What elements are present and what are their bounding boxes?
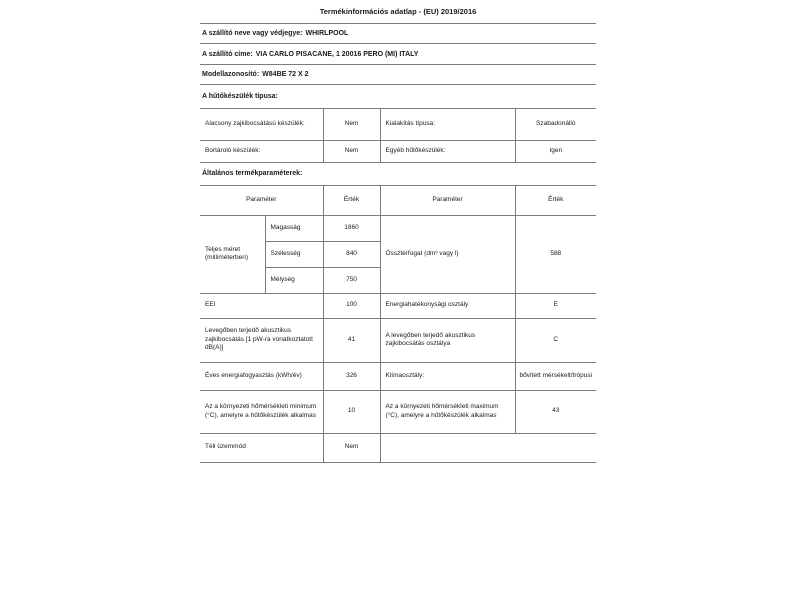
width-label: Szélesség [265,241,323,267]
supplier-name-label: A szállító neve vagy védjegye: [202,30,303,37]
min-temp-label: Az a környezeti hőmérsékleti minimum (°C), amelyre a hűtőkészülék alkalmas [200,390,323,433]
height-label: Magasság [265,215,323,241]
col-header-value-left: Érték [323,185,380,215]
height-value: 1860 [323,215,380,241]
table-row [200,433,596,462]
annual-energy-label: Éves energiafogyasztás (kWh/év) [200,362,323,390]
supplier-address-label: A szállító címe: [202,50,253,58]
fiche-title: Termékinformációs adatlap - (EU) 2019/2016 [200,0,596,24]
model-id-value: W84BE 72 X 2 [262,71,309,78]
winter-mode-label: Téli üzemmód [200,433,323,462]
min-temp-value: 10 [323,390,380,433]
wine-storage-value: Nem [323,140,380,162]
depth-value: 750 [323,267,380,293]
design-type-value: Szabadonálló [515,109,596,140]
energy-class-label: Energiahatékonysági osztály [380,293,515,318]
wine-storage-label: Bortároló készülék: [200,140,323,162]
climate-class-label: Klímaosztály: [380,362,515,390]
max-temp-label: Az a környezeti hőmérsékleti maximum (°C), amelyre a hűtőkészülék alkalmas [380,390,515,433]
table-row [200,390,596,433]
low-noise-appliance-label: Alacsony zajkibocsátású készülék: [200,109,323,140]
winter-mode-value: Nem [323,433,380,462]
noise-class-label: A levegőben terjedő akusztikus zajkibocsátás osztálya [380,318,515,362]
total-volume-value: 588 [515,215,596,293]
general-params-table [200,185,596,463]
table-row [200,140,596,162]
appliance-type-label: A hűtőkészülék típusa: [202,93,278,100]
table-row [200,109,596,140]
noise-class-value: C [515,318,596,362]
eei-label: EEI [200,293,323,318]
eei-value: 100 [323,293,380,318]
model-id-label: Modellazonosító: [202,71,260,78]
supplier-name-value: WHIRLPOOL [305,30,349,37]
col-header-parameter-right: Paraméter [380,185,515,215]
supplier-address-value: VIA CARLO PISACANE, 1 20016 PERO (MI) ITALY [255,50,419,58]
table-row [200,318,596,362]
width-value: 840 [323,241,380,267]
design-type-label: Kialakítás típusa: [380,109,515,140]
col-header-value-right: Érték [515,185,596,215]
table-row [200,215,596,241]
low-noise-appliance-value: Nem [323,109,380,140]
appliance-type-table [200,109,596,163]
climate-class-value: bővített mérsékelt/trópusi [515,362,596,390]
header-row [200,185,596,215]
table-row [200,362,596,390]
supplier-name-row [200,24,596,44]
noise-label: Levegőben terjedő akusztikus zajkibocsátás [1 pW-ra vonatkoztatott dB(A)] [200,318,323,362]
general-params-title: Általános termékparaméterek: [202,170,303,177]
total-volume-label: Össztérfogat (dm³ vagy l) [380,215,515,293]
empty-cell [380,433,596,462]
other-refrigerating-value: Igen [515,140,596,162]
energy-class-value: E [515,293,596,318]
other-refrigerating-label: Egyéb hűtőkészülék: [380,140,515,162]
depth-label: Mélység [265,267,323,293]
product-fiche-page [200,0,596,463]
supplier-address-row [200,44,596,65]
overall-dimensions-label: Teljes méret (milliméterben) [200,215,265,293]
table-row [200,293,596,318]
appliance-type-row [200,85,596,109]
annual-energy-value: 326 [323,362,380,390]
col-header-parameter-left: Paraméter [200,185,323,215]
max-temp-value: 43 [515,390,596,433]
noise-value: 41 [323,318,380,362]
model-id-row [200,65,596,85]
